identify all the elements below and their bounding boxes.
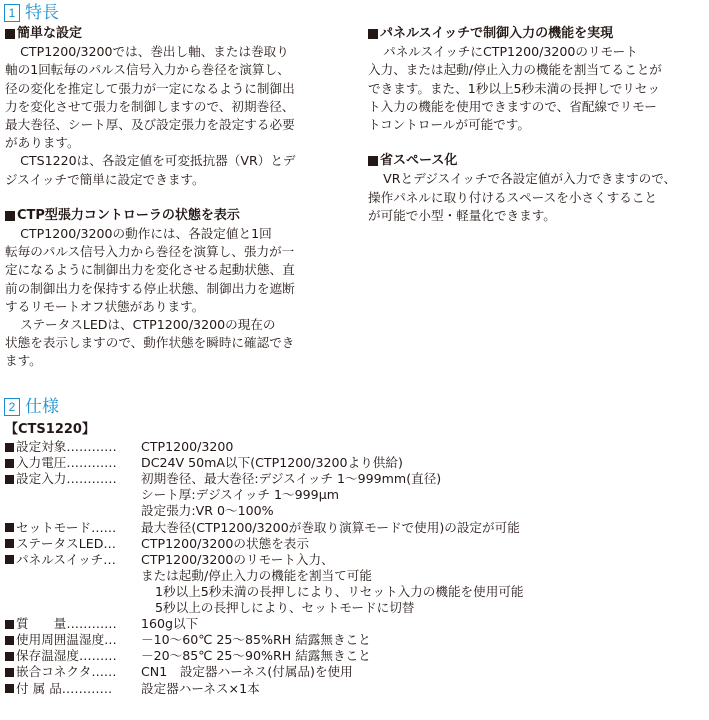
spec-value: 160g以下 <box>141 616 199 632</box>
spec-row <box>5 520 524 536</box>
square-bullet-icon <box>5 29 15 39</box>
section-number-badge: 1 <box>4 4 20 22</box>
spec-row <box>5 552 524 568</box>
spec-value-continuation: 設定張力:VR 0～100% <box>141 503 274 519</box>
spec-label: 入力電圧 ………… <box>5 455 141 471</box>
feature-heading: 簡単な設定 <box>5 25 344 43</box>
feature-heading: CTP型張力コントローラの状態を表示 <box>5 207 344 225</box>
spec-row <box>5 681 524 697</box>
feature-heading: 省スペース化 <box>368 152 706 170</box>
feature-paragraph: ステータスLEDは、CTP1200/3200の現在の 状態を表示しますので、動作状態を瞬時に確認でき ます。 <box>5 317 295 369</box>
spec-value: －20～85℃ 25～90%RH 結露無きこと <box>141 648 371 664</box>
feature-paragraph: CTS1220は、各設定値を可変抵抗器（VR）とデ ジスイッチで簡単に設定できます。 <box>5 153 296 187</box>
spec-value: 初期巻径、最大巻径:デジスイッチ 1～999mm(直径) <box>141 471 442 487</box>
spec-row <box>5 471 524 487</box>
features-right-column <box>368 25 706 225</box>
spec-value: CTP1200/3200 <box>141 439 234 455</box>
square-bullet-icon <box>5 443 14 452</box>
spec-value: CTP1200/3200の状態を表示 <box>141 535 309 551</box>
spec-row <box>5 455 524 471</box>
spec-value-continuation: シート厚:デジスイッチ 1～999μm <box>141 487 339 503</box>
square-bullet-icon <box>368 29 378 39</box>
features-section-header <box>4 3 59 23</box>
square-bullet-icon <box>5 539 14 548</box>
spec-value: CTP1200/3200のリモート入力、 <box>141 551 334 567</box>
square-bullet-icon <box>5 523 14 532</box>
spec-row <box>5 536 524 552</box>
spec-label: ステータスLED … <box>5 536 141 552</box>
spec-value: 設定器ハーネス×1本 <box>141 680 260 696</box>
spec-list <box>5 422 524 697</box>
spec-row <box>5 487 524 503</box>
spec-value-continuation: 5秒以上の長押しにより、セットモードに切替 <box>155 600 415 616</box>
square-bullet-icon <box>5 684 14 693</box>
spec-row <box>5 664 524 680</box>
spec-label: 質 量 ………… <box>5 616 141 632</box>
spec-label: 保存温湿度 ……… <box>5 648 141 664</box>
square-bullet-icon <box>5 652 14 661</box>
spec-value: DC24V 50mA以下(CTP1200/3200より供給) <box>141 455 403 471</box>
spec-row <box>5 568 524 584</box>
square-bullet-icon <box>5 555 14 564</box>
feature-paragraph: CTP1200/3200では、巻出し軸、または巻取り 軸の1回転毎のパルス信号入力から巻径を演算し、 径の変化を推定して張力が一定になるように制御出 力を変化させて張力を制御しますので、初期巻径、 最大巻径、シート厚、及び設定張力を設定する必要 があります。 <box>5 44 295 151</box>
spec-label: パネルスイッチ … <box>5 552 141 568</box>
model-name: 【CTS1220】 <box>5 422 95 437</box>
spec-value-continuation: 1秒以上5秒未満の長押しにより、リセット入力の機能を使用可能 <box>155 583 524 599</box>
feature-heading: パネルスイッチで制御入力の機能を実現 <box>368 25 706 43</box>
square-bullet-icon <box>368 156 378 166</box>
spec-label: 使用周囲温湿度 … <box>5 632 141 648</box>
square-bullet-icon <box>5 636 14 645</box>
square-bullet-icon <box>5 475 14 484</box>
feature-paragraph: パネルスイッチにCTP1200/3200のリモート 入力、または起動/停止入力の機能を割当てることが できます。また、1秒以上5秒未満の長押しでリセッ ト入力の機能を使用できますので、省配線でリモー トコントロールが可能です。 <box>368 44 662 133</box>
spec-label: 付 属 品 ………… <box>5 681 141 697</box>
feature-paragraph: CTP1200/3200の動作には、各設定値と1回 転毎のパルス信号入力から巻径を演算し、張力が一 定になるように制御出力を変化させる起動状態、直 前の制御出力を保持する停止状態、制御出力を遮断 するリモートオフ状態があります。 <box>5 226 295 314</box>
square-bullet-icon <box>5 620 14 629</box>
spec-row <box>5 503 524 519</box>
spec-value: 最大巻径(CTP1200/3200が巻取り演算モードで使用)の設定が可能 <box>141 519 520 535</box>
features-left-column <box>5 25 344 371</box>
spec-label: 設定対象 ………… <box>5 439 141 455</box>
square-bullet-icon <box>5 459 14 468</box>
spec-label: セットモード …… <box>5 520 141 536</box>
spec-row <box>5 616 524 632</box>
spec-value: CN1 設定器ハーネス(付属品)を使用 <box>141 664 353 680</box>
spec-label: 設定入力 ………… <box>5 471 141 487</box>
spec-row <box>5 648 524 664</box>
section-number-badge: 2 <box>4 398 20 416</box>
features-section-title: 特長 <box>25 3 59 23</box>
spec-row <box>5 600 524 616</box>
square-bullet-icon <box>5 668 14 677</box>
spec-label: 嵌合コネクタ …… <box>5 664 141 680</box>
spec-row <box>5 439 524 455</box>
specs-section-header <box>4 397 59 417</box>
specs-section-title: 仕様 <box>25 397 59 417</box>
square-bullet-icon <box>5 211 15 221</box>
spec-row <box>5 632 524 648</box>
spec-value: －10～60℃ 25～85%RH 結露無きこと <box>141 632 371 648</box>
spec-row <box>5 584 524 600</box>
feature-paragraph: VRとデジスイッチで各設定値が入力できますので、 操作パネルに取り付けるスペースを小さくすること が可能で小型・軽量化できます。 <box>368 171 677 223</box>
spec-value-continuation: または起動/停止入力の機能を割当て可能 <box>141 567 372 583</box>
